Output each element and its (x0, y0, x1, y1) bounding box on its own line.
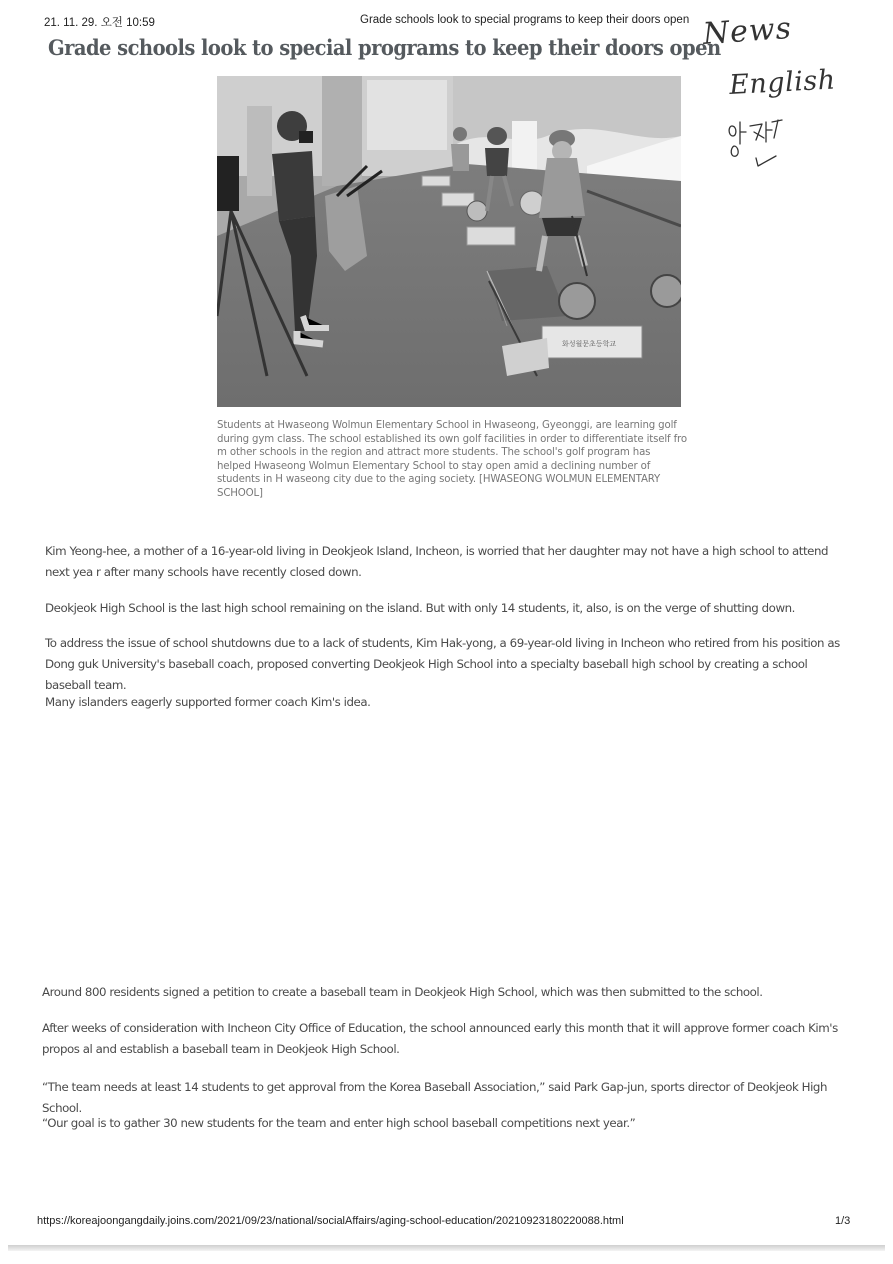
article-paragraph: “The team needs at least 14 students to get approval from the Korea Baseball Association,” said Park Gap-jun, sports director of Deokjeok High School. (42, 1080, 827, 1115)
golf-class-photo (217, 76, 681, 407)
article-paragraph: After weeks of consideration with Incheon City Office of Education, the school announced early this month that it will approve former coach Kim's propos al and establish a baseball team in Deokjeok High School. (42, 1021, 838, 1056)
article-headline: Grade schools look to special programs to keep their doors open (48, 35, 721, 60)
article-paragraph: “Our goal is to gather 30 new students for the team and enter high school baseball competitions next year.” (42, 1116, 636, 1130)
article-photo (217, 76, 681, 407)
handwriting-news: News (701, 10, 794, 52)
article-paragraph: Deokjeok High School is the last high school remaining on the island. But with only 14 students, it, also, is on the verge of shutting down. (45, 601, 795, 615)
article-paragraph: To address the issue of school shutdowns due to a lack of students, Kim Hak-yong, a 69-year-old living in Incheon who retired from his position as Dong guk University's baseball coach, proposed converting Deokjeok High School into a specialty baseball high school by creating a school baseball team. (45, 636, 840, 692)
print-header-date: 21. 11. 29. 오전 10:59 (44, 17, 155, 29)
article-paragraph: Around 800 residents signed a petition to create a baseball team in Deokjeok High School, which was then submitted to the school. (42, 985, 763, 999)
sign-text: 화성월문초등학교 (562, 340, 617, 348)
article-paragraph: Many islanders eagerly supported former coach Kim's idea. (45, 695, 371, 709)
print-header-title: Grade schools look to special programs to keep their doors open (360, 14, 690, 26)
article-paragraph: Kim Yeong-hee, a mother of a 16-year-old living in Deokjeok Island, Incheon, is worried that her daughter may not have a high school to attend next yea r after many schools have recently closed down. (45, 544, 829, 579)
print-footer-page-number: 1/3 (835, 1215, 851, 1227)
handwriting-korean (700, 118, 850, 178)
scan-edge-divider (8, 1245, 885, 1251)
handwriting-english: English (728, 64, 837, 101)
print-footer-url: https://koreajoongangdaily.joins.com/2021/09/23/national/socialAffairs/aging-school-education/20210923180220088.html (37, 1215, 624, 1227)
photo-caption: Students at Hwaseong Wolmun Elementary School in Hwaseong, Gyeonggi, are learning golf during gym class. The school established its own golf facilities in order to differentiate itself fro m other schools in the region and attract more students. The school's golf program has helped Hwaseong Wolmun Elementary School to stay open amid a declining number of students in H waseong city due to the aging society. [HWASEONG WOLMUN ELEMENTARY SCHOOL] (217, 420, 687, 499)
